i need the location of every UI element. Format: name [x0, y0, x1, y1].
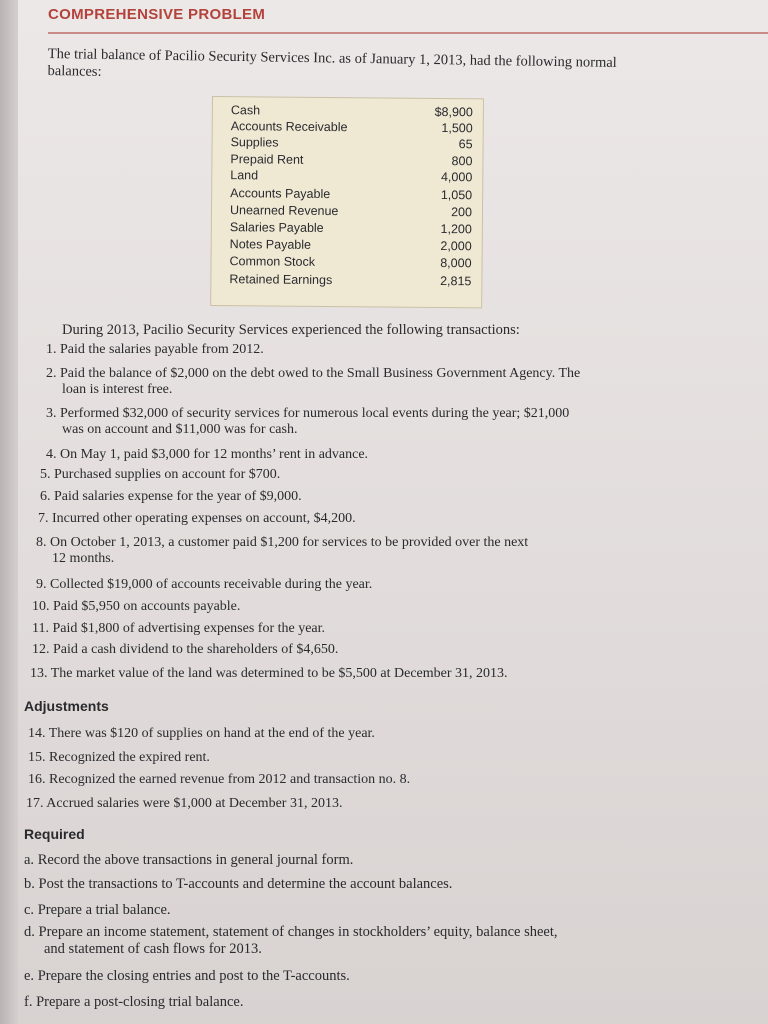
balance-row [230, 168, 472, 186]
balance-account-name: Salaries Payable [229, 220, 324, 235]
item-number: 3. [46, 406, 57, 421]
item-number: 13. [30, 666, 48, 681]
item-text: Performed $32,000 of security services for numerous local events during the year; $21,000 [60, 406, 570, 421]
item-number: 8. [36, 535, 47, 550]
balance-amount: 200 [451, 205, 473, 220]
item-text-continued: 12 months. [52, 551, 115, 566]
balance-amount: 2,000 [440, 238, 472, 254]
item-text: Paid the balance of $2,000 on the debt owed to the Small Business Government Agency. The [60, 366, 581, 381]
item-text: Purchased supplies on account for $700. [54, 467, 281, 482]
list-item [28, 772, 668, 788]
item-text: On May 1, paid $3,000 for 12 months’ rent in advance. [60, 447, 369, 462]
balance-account-name: Prepaid Rent [230, 152, 304, 167]
list-item [46, 342, 666, 358]
balance-row [231, 135, 473, 153]
item-number: 10. [32, 599, 50, 614]
required-item [24, 876, 704, 893]
balance-amount: 1,200 [440, 221, 472, 237]
required-text: Record the above transactions in general journal form. [37, 852, 354, 868]
item-text: Accrued salaries were $1,000 at December 31, 2013. [46, 796, 343, 811]
balance-amount: 4,000 [440, 170, 473, 185]
item-number: 15. [28, 750, 46, 765]
transactions-intro: During 2013, Pacilio Security Services experienced the following transactions: [62, 322, 520, 338]
required-item [24, 994, 704, 1011]
required-item [24, 968, 704, 985]
required-letter: f. [24, 994, 33, 1010]
list-item [36, 535, 686, 567]
list-item [32, 599, 652, 615]
problem-intro: The trial balance of Pacilio Security Services Inc. as of January 1, 2013, had the following normal balances: [47, 46, 617, 80]
item-number: 2. [46, 366, 57, 381]
balance-account-name: Unearned Revenue [229, 203, 339, 219]
item-number: 12. [32, 642, 50, 657]
list-item [38, 511, 658, 527]
item-text: Paid $1,800 of advertising expenses for the year. [52, 621, 326, 636]
required-letter: b. [24, 876, 35, 892]
item-text: Recognized the expired rent. [49, 750, 210, 765]
item-text: Collected $19,000 of accounts receivable during the year. [50, 577, 373, 592]
item-number: 7. [38, 511, 49, 526]
item-number: 1. [46, 342, 57, 357]
list-item [40, 489, 660, 505]
item-number: 5. [40, 467, 51, 482]
item-text: Paid the salaries payable from 2012. [60, 342, 264, 357]
item-text: The market value of the land was determined to be $5,500 at December 31, 2013. [50, 666, 508, 681]
balance-amount: $8,900 [434, 104, 473, 120]
heading-rule [48, 32, 768, 34]
balance-amount: 65 [458, 137, 473, 152]
item-text: Paid salaries expense for the year of $9,000. [54, 489, 302, 504]
section-heading: COMPREHENSIVE PROBLEM [48, 6, 266, 23]
adjustments-heading: Adjustments [24, 698, 109, 714]
required-text: Prepare the closing entries and post to the T-accounts. [37, 968, 350, 984]
required-item [24, 852, 704, 869]
list-item [46, 447, 666, 463]
list-item [36, 577, 656, 593]
list-item [46, 366, 686, 398]
item-text: Paid $5,950 on accounts payable. [53, 599, 241, 614]
required-item [24, 902, 704, 919]
required-text: Prepare a post-closing trial balance. [36, 994, 244, 1010]
list-item [40, 467, 660, 483]
item-text: There was $120 of supplies on hand at the end of the year. [48, 726, 375, 741]
trial-balance-box [210, 96, 484, 308]
balance-row [230, 237, 472, 255]
balance-account-name: Notes Payable [229, 237, 312, 252]
required-letter: d. [24, 924, 35, 940]
balance-account-name: Common Stock [229, 254, 316, 269]
list-item [26, 796, 666, 812]
balance-account-name: Accounts Payable [230, 186, 331, 202]
required-text: Prepare a trial balance. [37, 902, 171, 918]
required-item [24, 924, 704, 958]
item-number: 14. [28, 726, 46, 741]
balance-account-name: Accounts Receivable [230, 119, 348, 135]
item-text: On October 1, 2013, a customer paid $1,200 for services to be provided over the next [50, 535, 529, 550]
balance-account-name: Land [230, 168, 259, 183]
balance-row [230, 203, 472, 221]
list-item [46, 406, 686, 438]
balance-account-name: Retained Earnings [229, 272, 333, 288]
required-text-continued: and statement of cash flows for 2013. [44, 941, 262, 957]
list-item [32, 621, 652, 637]
balance-amount: 800 [451, 154, 473, 169]
item-number: 16. [28, 772, 46, 787]
item-text: Incurred other operating expenses on account, $4,200. [52, 511, 356, 526]
list-item [32, 642, 652, 658]
balance-amount: 2,815 [440, 273, 472, 289]
balance-amount: 8,000 [440, 255, 472, 271]
balance-account-name: Supplies [230, 135, 279, 150]
item-number: 11. [32, 621, 49, 636]
list-item [30, 666, 670, 682]
required-letter: e. [24, 968, 35, 984]
required-heading: Required [24, 826, 85, 842]
required-text: Post the transactions to T-accounts and determine the account balances. [38, 876, 453, 892]
list-item [28, 750, 668, 766]
item-number: 9. [36, 577, 47, 592]
item-text-continued: loan is interest free. [62, 382, 173, 397]
item-text: Recognized the earned revenue from 2012 and transaction no. 8. [49, 772, 411, 787]
required-letter: a. [24, 852, 35, 868]
item-text: Paid a cash dividend to the shareholders of $4,650. [53, 642, 339, 657]
required-letter: c. [24, 902, 35, 918]
required-text: Prepare an income statement, statement of changes in stockholders’ equity, balance sheet, [38, 924, 558, 940]
balance-row [230, 186, 472, 204]
page-binding-edge [0, 0, 18, 1024]
balance-amount: 1,050 [440, 188, 473, 203]
item-text-continued: was on account and $11,000 was for cash. [62, 422, 298, 437]
item-number: 6. [40, 489, 51, 504]
item-number: 17. [26, 796, 44, 811]
balance-amount: 1,500 [441, 121, 473, 136]
item-number: 4. [46, 447, 57, 462]
balance-row [229, 272, 471, 290]
balance-row [229, 254, 471, 272]
balance-account-name: Cash [230, 103, 261, 118]
list-item [28, 726, 668, 742]
balance-row [230, 220, 472, 238]
